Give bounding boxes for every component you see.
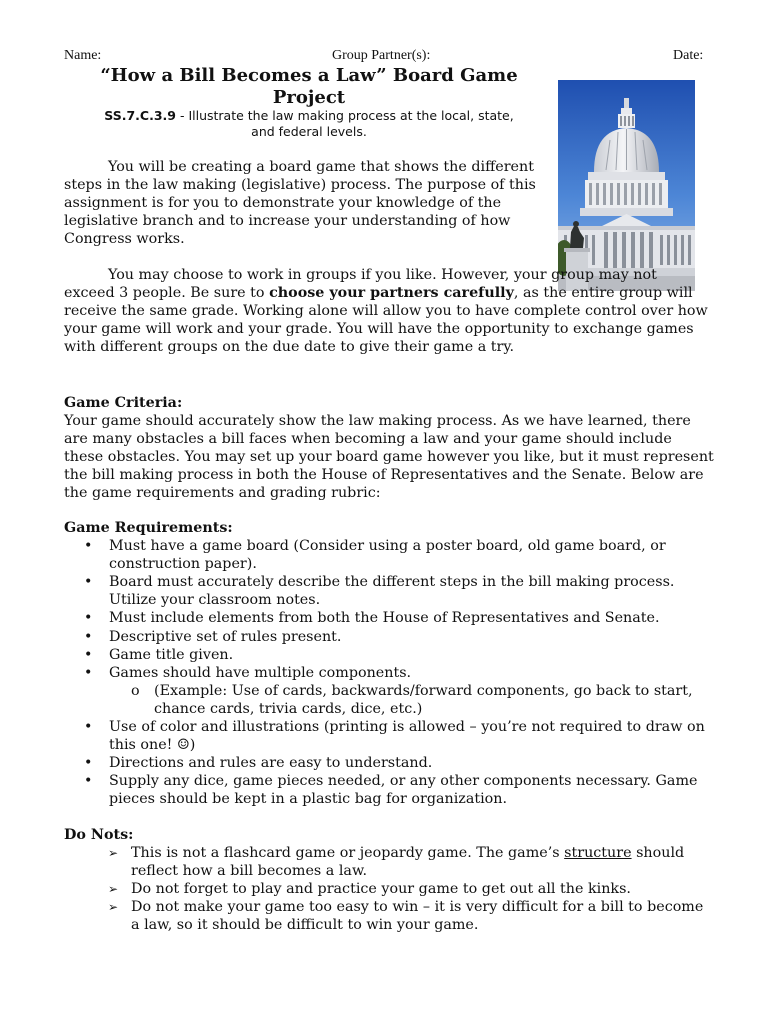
list-item: • Must include elements from both the House of Representatives and Senate.	[84, 610, 660, 627]
bullet-icon: •	[84, 628, 93, 645]
capitol-building-image	[558, 80, 695, 291]
standard-text-2: and federal levels.	[251, 124, 367, 139]
name-label: Name:	[64, 48, 102, 63]
standard-code: SS.7.C.3.9	[104, 108, 176, 123]
bullet-icon: •	[84, 664, 93, 681]
emphasis-partners: choose your partners carefully	[269, 285, 514, 302]
underlined-structure: structure	[564, 845, 632, 862]
list-item: • Descriptive set of rules present.	[84, 628, 342, 645]
title-line-1: “How a Bill Becomes a Law” Board Game	[100, 65, 518, 86]
bullet-icon: •	[84, 773, 93, 790]
list-item: • Supply any dice, game pieces needed, or any other components necessary. Game pieces should be kept in a plastic bag for organization.	[84, 773, 698, 808]
list-item: • Must have a game board (Consider using a poster board, old game board, or construction paper).	[84, 538, 666, 573]
circle-bullet-icon: o	[131, 682, 140, 699]
list-item: • Board must accurately describe the different steps in the bill making process. Utilize your classroom notes.	[84, 574, 675, 609]
arrow-bullet-icon: ➢	[108, 900, 119, 915]
list-item: ➢ Do not make your game too easy to win – it is very difficult for a bill to become a law, so it should be difficult to win your game.	[108, 899, 704, 934]
do-nots-section	[64, 826, 714, 935]
do-nots-heading: Do Nots:	[64, 827, 134, 843]
intro-paragraph-2: You may choose to work in groups if you like. However, your group may not exceed 3 people. Be sure to choose your partners carefully, as the entire group will receive the same grade. Working alone will allow you to have complete control over how your game will work and your grade. You will have the opportunity to exchange games with different groups on the due date to give their game a try.	[64, 267, 708, 356]
game-criteria-text: Your game should accurately show the law making process. As we have learned, there are many obstacles a bill faces when becoming a law and your game should include these obstacles. You may set up your board game however you like, but it must represent the bill making process in both the House of Representatives and the Senate. Below are the game requirements and grading rubric:	[64, 413, 714, 502]
bullet-icon: •	[84, 538, 93, 555]
list-item: • Use of color and illustrations (printing is allowed – you’re not required to draw on this one! ☺)	[84, 719, 705, 754]
sub-list-item: o (Example: Use of cards, backwards/forward components, go back to start, chance cards, trivia cards, dice, etc.)	[131, 682, 693, 717]
list-item: ➢ This is not a flashcard game or jeopardy game. The game’s structure should reflect how a bill becomes a law.	[108, 845, 685, 880]
bullet-icon: •	[84, 755, 93, 772]
bullet-icon: •	[84, 574, 93, 591]
do-nots-list	[64, 844, 714, 934]
sub-list	[109, 682, 714, 718]
standard-reference	[64, 108, 554, 140]
title-line-2: Project	[272, 87, 346, 108]
bullet-icon: •	[84, 719, 93, 736]
list-item: • Game title given.	[84, 646, 234, 663]
game-requirements-heading: Game Requirements:	[64, 520, 233, 536]
list-item: • Directions and rules are easy to understand.	[84, 755, 433, 772]
page-title	[64, 65, 554, 109]
list-item: • Games should have multiple components. o (Example: Use of cards, backwards/forward components, go back to start, chance cards, trivia cards, dice, etc.)	[64, 664, 714, 718]
arrow-bullet-icon: ➢	[108, 882, 119, 897]
requirements-list	[64, 537, 714, 808]
group-partner-label: Group Partner(s):	[332, 48, 431, 63]
game-criteria-section	[64, 394, 714, 503]
bullet-icon: •	[84, 646, 93, 663]
list-item: ➢ Do not forget to play and practice your game to get out all the kinks.	[108, 881, 631, 898]
game-criteria-heading: Game Criteria:	[64, 395, 183, 411]
intro-paragraph-1: You will be creating a board game that shows the different steps in the law making (legislative) process. The purpose of this assignment is for you to demonstrate your knowledge of the legislative branch and to increase your understanding of how Congress works.	[64, 159, 536, 248]
arrow-bullet-icon: ➢	[108, 846, 119, 861]
date-label: Date:	[673, 48, 704, 63]
standard-text-1: - Illustrate the law making process at the local, state,	[175, 108, 514, 123]
game-requirements-section	[64, 519, 714, 809]
bullet-icon: •	[84, 610, 93, 627]
